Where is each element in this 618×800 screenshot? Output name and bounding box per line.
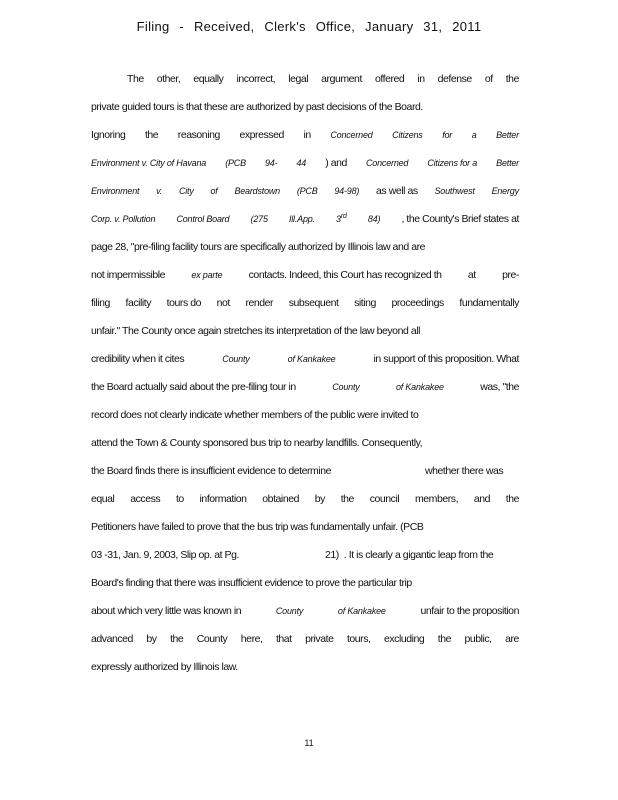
text-line bbox=[91, 407, 519, 423]
text-line bbox=[91, 323, 519, 339]
citation: 94-98) bbox=[334, 186, 360, 196]
text-run: 03 -31, Jan. 9, 2003, Slip op. at Pg. bbox=[91, 549, 239, 561]
text-line bbox=[91, 351, 519, 367]
case-name: v. bbox=[156, 186, 163, 196]
text-run: private guided tours is that these are authorized by past decisions of the Board. bbox=[91, 101, 423, 113]
text-line bbox=[91, 379, 519, 395]
text-line bbox=[91, 435, 519, 451]
word: proceedings bbox=[391, 297, 444, 309]
text-run: unfair." The County once again stretches its interpretation of the law beyond all bbox=[91, 325, 420, 337]
page-number: 11 bbox=[304, 738, 314, 748]
text-run: page 28, "pre-filing facility tours are specifically authorized by Illinois law and are bbox=[91, 241, 426, 253]
text-run: not impermissible bbox=[91, 269, 166, 281]
word: Ignoring bbox=[91, 129, 126, 141]
word: tours do bbox=[166, 297, 202, 309]
text-run: was, "the bbox=[480, 381, 519, 393]
word: not bbox=[216, 297, 230, 309]
citation: 94- bbox=[264, 158, 278, 168]
text-line bbox=[91, 99, 519, 115]
text-run: . It is clearly a gigantic leap from the bbox=[343, 549, 494, 561]
word: members, bbox=[415, 493, 459, 505]
case-name: Control Board bbox=[176, 214, 230, 224]
word: offered bbox=[374, 73, 405, 85]
case-name: a bbox=[471, 130, 477, 140]
word: in bbox=[417, 73, 425, 85]
word: private bbox=[305, 633, 334, 645]
word: by bbox=[314, 493, 325, 505]
word: County bbox=[196, 633, 228, 645]
case-name: Concerned bbox=[330, 130, 373, 140]
case-name: Concerned bbox=[366, 158, 409, 168]
word: council bbox=[369, 493, 400, 505]
word: the bbox=[144, 129, 159, 141]
text-line bbox=[91, 463, 519, 479]
citation: 84) bbox=[367, 214, 381, 224]
word: ) and bbox=[325, 157, 347, 169]
case-name: County bbox=[222, 354, 250, 364]
case-name: Southwest bbox=[434, 186, 475, 196]
text-line bbox=[91, 603, 519, 619]
case-name: Citizens bbox=[392, 130, 423, 140]
text-line bbox=[91, 491, 519, 507]
text-run: unfair to the proposition bbox=[420, 605, 519, 617]
case-name: of Kankakee bbox=[337, 606, 386, 616]
word: and bbox=[473, 493, 490, 505]
word: to bbox=[175, 493, 184, 505]
word: expressed bbox=[239, 129, 284, 141]
text-line bbox=[91, 267, 519, 283]
latin-term: ex parte bbox=[191, 270, 223, 280]
word: excluding bbox=[383, 633, 425, 645]
word: pre- bbox=[502, 269, 519, 281]
case-name: Corp. v. Pollution bbox=[91, 214, 156, 224]
word: siting bbox=[354, 297, 376, 309]
case-name: Environment v. City of Havana bbox=[91, 158, 207, 168]
word: information bbox=[199, 493, 247, 505]
text-run: expressly authorized by Illinois law. bbox=[91, 661, 238, 673]
word: filing bbox=[91, 297, 110, 309]
word: defense bbox=[437, 73, 472, 85]
word: argument bbox=[321, 73, 362, 85]
word: as well as bbox=[376, 185, 418, 197]
case-name: Better bbox=[496, 158, 519, 168]
word: reasoning bbox=[177, 129, 220, 141]
text-run: Petitioners have failed to prove that the bus trip was fundamentally unfair. (PCB bbox=[91, 521, 424, 533]
text-line bbox=[91, 183, 519, 199]
case-name: of Kankakee bbox=[287, 354, 336, 364]
case-name: of Kankakee bbox=[395, 382, 444, 392]
word: legal bbox=[288, 73, 309, 85]
word: equally bbox=[193, 73, 224, 85]
word: tours, bbox=[346, 633, 371, 645]
word: the bbox=[170, 633, 184, 645]
word: public, bbox=[464, 633, 492, 645]
citation-volume: 3 bbox=[336, 214, 341, 224]
word: obtained bbox=[262, 493, 299, 505]
ordinal-suffix: rd bbox=[340, 213, 347, 220]
case-name: Better bbox=[496, 130, 519, 140]
citation: (PCB bbox=[296, 186, 318, 196]
case-name: County bbox=[332, 382, 360, 392]
text-line bbox=[91, 295, 519, 311]
citation: 44 bbox=[296, 158, 307, 168]
case-name: Energy bbox=[491, 186, 519, 196]
word: facility bbox=[125, 297, 152, 309]
text-line bbox=[91, 659, 519, 675]
case-name: Environment bbox=[91, 186, 140, 196]
case-name: Beardstown bbox=[234, 186, 280, 196]
case-name: City bbox=[178, 186, 194, 196]
word: that bbox=[275, 633, 292, 645]
word: are bbox=[505, 633, 519, 645]
text-run: record does not clearly indicate whether members of the public were invited to bbox=[91, 409, 419, 421]
text-line bbox=[91, 155, 519, 171]
text-line bbox=[91, 239, 519, 255]
word: access bbox=[130, 493, 161, 505]
word: the bbox=[505, 73, 519, 85]
text-line bbox=[91, 575, 519, 591]
word: the bbox=[505, 493, 519, 505]
text-line bbox=[91, 519, 519, 535]
word: incorrect, bbox=[236, 73, 276, 85]
word: subsequent bbox=[288, 297, 339, 309]
citation: Ill.App. bbox=[288, 214, 315, 224]
text-line bbox=[91, 211, 519, 227]
word: at bbox=[467, 269, 476, 281]
word: of bbox=[484, 73, 493, 85]
text-run: the Board actually said about the pre-filing tour in bbox=[91, 381, 296, 393]
filing-header: Filing - Received, Clerk's Office, January 31, 2011 bbox=[136, 19, 482, 34]
text-line bbox=[127, 71, 519, 87]
word: the bbox=[437, 633, 451, 645]
word: by bbox=[146, 633, 157, 645]
text-run: , the County's Brief states at bbox=[401, 213, 519, 225]
word: in bbox=[303, 129, 311, 141]
text-run: attend the Town & County sponsored bus trip to nearby landfills. Consequently, bbox=[91, 437, 423, 449]
word: fundamentally bbox=[459, 297, 519, 309]
word: render bbox=[245, 297, 274, 309]
citation: (275 bbox=[250, 214, 268, 224]
text-run: about which very little was known in bbox=[91, 605, 242, 617]
text-run: 21) bbox=[324, 549, 339, 561]
word: here, bbox=[240, 633, 263, 645]
word: advanced bbox=[91, 633, 133, 645]
text-line bbox=[91, 631, 519, 647]
word: The bbox=[127, 73, 144, 85]
word: equal bbox=[91, 493, 115, 505]
case-name: for bbox=[442, 130, 453, 140]
word: other, bbox=[156, 73, 181, 85]
text-run: credibility when it cites bbox=[91, 353, 185, 365]
text-run: contacts. Indeed, this Court has recognized th bbox=[248, 269, 442, 281]
text-run: Board's finding that there was insufficient evidence to prove the particular trip bbox=[91, 577, 412, 589]
text-run: the Board finds there is insufficient evidence to determine bbox=[91, 465, 331, 477]
text-run: whether there was bbox=[425, 465, 504, 477]
case-name: Citizens for a bbox=[427, 158, 478, 168]
case-name: of bbox=[210, 186, 218, 196]
text-run: in support of this proposition. What bbox=[373, 353, 519, 365]
text-line bbox=[91, 547, 519, 563]
word: the bbox=[340, 493, 354, 505]
text-line bbox=[91, 127, 519, 143]
citation bbox=[336, 211, 347, 227]
case-name: County bbox=[275, 606, 304, 616]
citation: (PCB bbox=[225, 158, 246, 168]
